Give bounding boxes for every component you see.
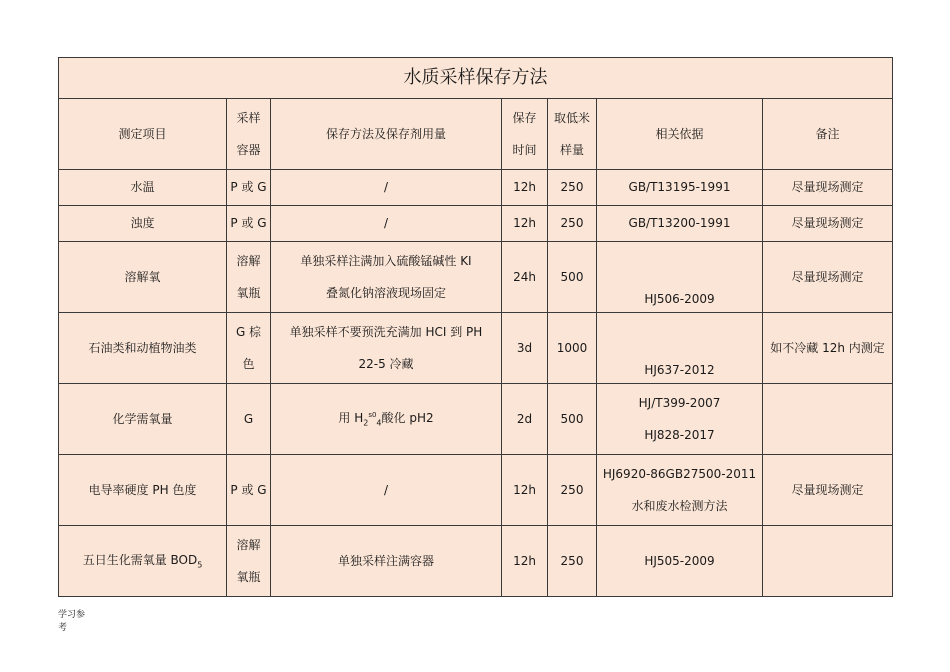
- header-row: [59, 99, 893, 170]
- cell-method: /: [271, 170, 502, 206]
- cell-basis: HJ505-2009: [597, 526, 763, 597]
- cell-method: /: [271, 455, 502, 526]
- table-row: [59, 170, 893, 206]
- cell-basis: HJ506-2009: [597, 242, 763, 313]
- water-sampling-table: [58, 57, 893, 597]
- cell-container: P 或 G: [227, 206, 271, 242]
- header-container: 采样 容器: [227, 99, 271, 170]
- cell-basis: GB/T13200-1991: [597, 206, 763, 242]
- cell-note: 尽量现场测定: [763, 242, 893, 313]
- header-volume: 取低米 样量: [548, 99, 597, 170]
- cell-item: 电导率硬度 PH 色度: [59, 455, 227, 526]
- cell-container: G: [227, 384, 271, 455]
- cell-basis: HJ637-2012: [597, 313, 763, 384]
- cell-time: 12h: [502, 206, 548, 242]
- cell-note: [763, 526, 893, 597]
- cell-container: P 或 G: [227, 455, 271, 526]
- cell-method: 单独采样不要预洗充满加 HCI 到 PH 22-5 冷藏: [271, 313, 502, 384]
- cell-time: 3d: [502, 313, 548, 384]
- cell-method: 用 $H_2^{s0}_4$酸化 pH2: [271, 384, 502, 455]
- cell-item: 浊度: [59, 206, 227, 242]
- cell-item: 水温: [59, 170, 227, 206]
- header-time: 保存 时间: [502, 99, 548, 170]
- cell-volume: 500: [548, 242, 597, 313]
- cell-note: 尽量现场测定: [763, 455, 893, 526]
- cell-time: 2d: [502, 384, 548, 455]
- cell-note: 尽量现场测定: [763, 170, 893, 206]
- cell-volume: 1000: [548, 313, 597, 384]
- table-title: 水质采样保存方法: [59, 58, 893, 99]
- cell-item: 五日生化需氧量 $BOD_5$: [59, 526, 227, 597]
- cell-container: P 或 G: [227, 170, 271, 206]
- cell-volume: 250: [548, 455, 597, 526]
- table-row: [59, 206, 893, 242]
- cell-item: 化学需氧量: [59, 384, 227, 455]
- header-basis: 相关依据: [597, 99, 763, 170]
- table-row: [59, 242, 893, 313]
- cell-method: /: [271, 206, 502, 242]
- cell-volume: 500: [548, 384, 597, 455]
- cell-volume: 250: [548, 206, 597, 242]
- cell-container: G 棕 色: [227, 313, 271, 384]
- table-row: [59, 455, 893, 526]
- table-row: [59, 384, 893, 455]
- cell-time: 12h: [502, 455, 548, 526]
- cell-note: [763, 384, 893, 455]
- cell-method: 单独采样注满容器: [271, 526, 502, 597]
- cell-item: 石油类和动植物油类: [59, 313, 227, 384]
- cell-note: 尽量现场测定: [763, 206, 893, 242]
- cell-container: 溶解 氧瓶: [227, 526, 271, 597]
- cell-volume: 250: [548, 526, 597, 597]
- cell-time: 12h: [502, 526, 548, 597]
- cell-note: 如不冷藏 12h 内测定: [763, 313, 893, 384]
- header-item: 测定项目: [59, 99, 227, 170]
- cell-time: 24h: [502, 242, 548, 313]
- table-row: [59, 526, 893, 597]
- cell-volume: 250: [548, 170, 597, 206]
- header-note: 备注: [763, 99, 893, 170]
- table-row: [59, 313, 893, 384]
- cell-basis: GB/T13195-1991: [597, 170, 763, 206]
- header-method: 保存方法及保存剂用量: [271, 99, 502, 170]
- cell-basis: HJ/T399-2007 HJ828-2017: [597, 384, 763, 455]
- cell-time: 12h: [502, 170, 548, 206]
- cell-container: 溶解 氧瓶: [227, 242, 271, 313]
- cell-item: 溶解氧: [59, 242, 227, 313]
- cell-method: 单独采样注满加入硫酸锰碱性 KI 叠氮化钠溶液现场固定: [271, 242, 502, 313]
- cell-basis: HJ6920-86GB27500-2011 水和废水检测方法: [597, 455, 763, 526]
- footer-note: 学习参 考: [58, 610, 86, 633]
